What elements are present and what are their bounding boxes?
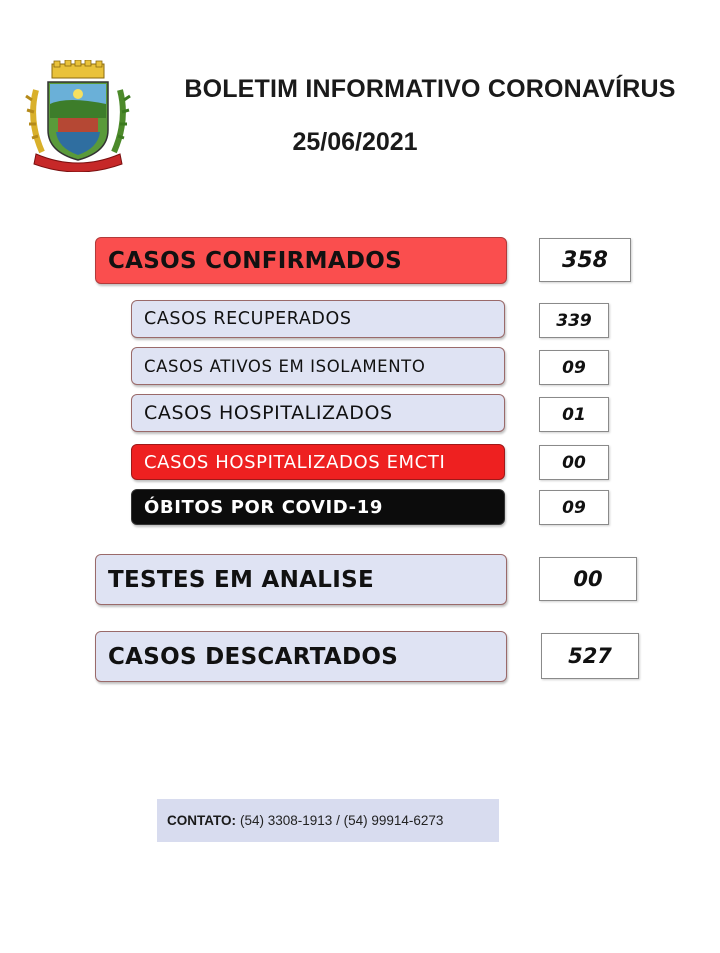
- active-isolation-value: 09: [539, 350, 609, 385]
- bulletin-title: BOLETIM INFORMATIVO CORONAVÍRUS: [184, 75, 676, 103]
- recovered-cases-value: 339: [539, 303, 609, 338]
- discarded-cases-label: CASOS DESCARTADOS: [95, 631, 507, 682]
- bulletin-date: 25/06/2021: [292, 128, 418, 156]
- covid-deaths-label: ÓBITOS POR COVID-19: [131, 489, 505, 525]
- hospitalized-icu-value: 00: [539, 445, 609, 480]
- contact-phones: (54) 3308-1913 / (54) 99914-6273: [240, 813, 444, 828]
- confirmed-cases-label: CASOS CONFIRMADOS: [95, 237, 507, 284]
- contact-label: CONTATO:: [167, 813, 236, 828]
- contact-bar: [157, 799, 499, 842]
- confirmed-cases-value: 358: [539, 238, 631, 282]
- tests-pending-label: TESTES EM ANALISE: [95, 554, 507, 605]
- hospitalized-icu-label: CASOS HOSPITALIZADOS EMCTI: [131, 444, 505, 480]
- discarded-cases-value: 527: [541, 633, 639, 679]
- municipal-crest-logo: [22, 60, 134, 172]
- hospitalized-label: CASOS HOSPITALIZADOS: [131, 394, 505, 432]
- tests-pending-value: 00: [539, 557, 637, 601]
- hospitalized-value: 01: [539, 397, 609, 432]
- active-isolation-label: CASOS ATIVOS EM ISOLAMENTO: [131, 347, 505, 385]
- recovered-cases-label: CASOS RECUPERADOS: [131, 300, 505, 338]
- covid-deaths-value: 09: [539, 490, 609, 525]
